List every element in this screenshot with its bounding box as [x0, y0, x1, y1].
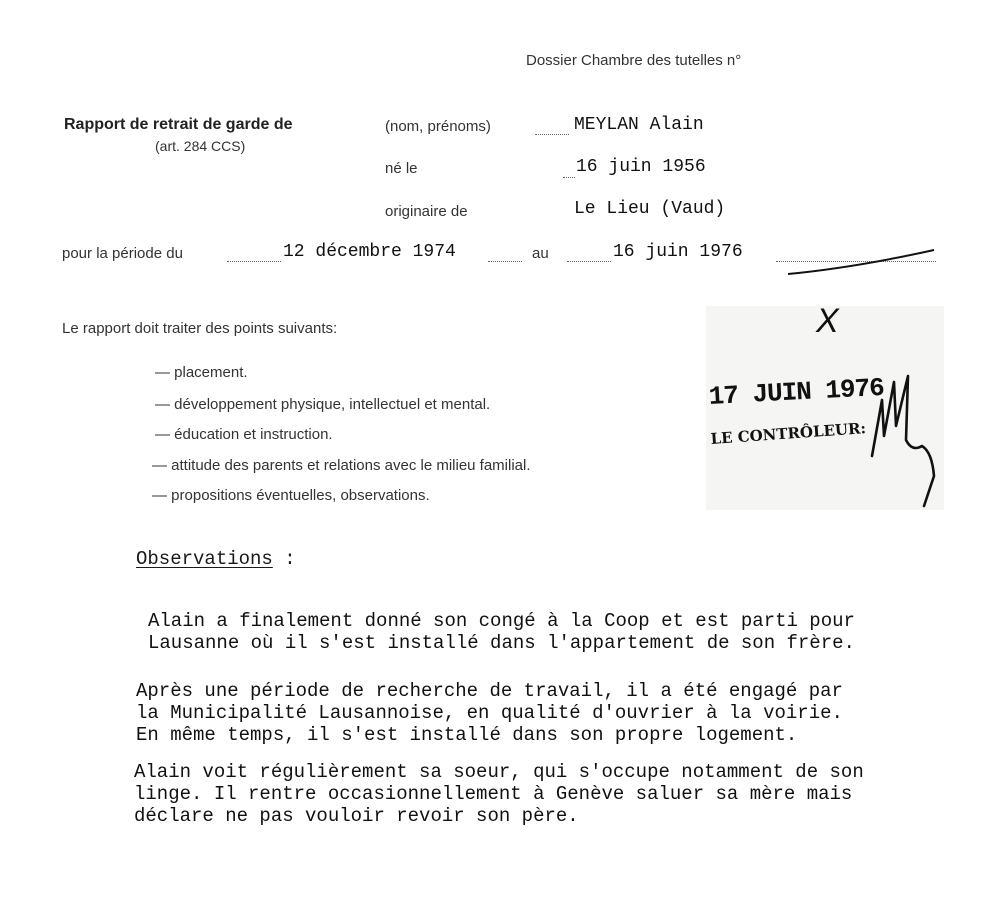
report-article: (art. 284 CCS)	[155, 138, 246, 154]
period-label: pour la période du	[62, 245, 183, 262]
period-to-dotted-left	[567, 261, 611, 262]
pen-stroke-line	[780, 244, 940, 284]
origin-value: Le Lieu (Vaud)	[574, 199, 726, 219]
point-item: — propositions éventuelles, observations.	[152, 487, 430, 504]
stamp-controller: LE CONTRÔLEUR:	[710, 419, 867, 448]
observations-heading	[136, 548, 296, 570]
name-value: MEYLAN Alain	[574, 115, 704, 135]
stamp-box	[706, 302, 944, 510]
period-to-value: 16 juin 1976	[613, 242, 743, 262]
point-item: — attitude des parents et relations avec le milieu familial.	[152, 457, 531, 474]
dossier-label: Dossier Chambre des tutelles n°	[526, 52, 742, 69]
birth-label: né le	[385, 160, 418, 177]
points-intro: Le rapport doit traiter des points suivants:	[62, 320, 338, 337]
point-item: — développement physique, intellectuel et mental.	[155, 396, 491, 413]
observations-heading-text: Observations	[136, 548, 273, 570]
birth-value: 16 juin 1956	[576, 157, 706, 177]
point-item: — placement.	[155, 364, 248, 381]
observations-heading-colon: :	[272, 548, 296, 570]
period-from-value: 12 décembre 1974	[283, 242, 456, 262]
birth-dotted-line	[563, 177, 575, 178]
stamp-mark: X	[816, 302, 839, 340]
name-dotted-line	[535, 134, 569, 135]
point-item: — éducation et instruction.	[155, 426, 333, 443]
period-to-label: au	[532, 245, 549, 262]
name-label: (nom, prénoms)	[385, 118, 491, 135]
signature	[866, 356, 944, 510]
stamp-date: 17 JUIN 1976	[708, 372, 885, 412]
origin-label: originaire de	[385, 203, 468, 220]
observation-paragraph: Alain a finalement donné son congé à la Coop et est parti pour Lausanne où il s'est installé dans l'appartement de son frère.	[148, 610, 855, 654]
observation-paragraph: Après une période de recherche de travail, il a été engagé par la Municipalité Lausannoise, en qualité d'ouvrier à la voirie. En même temps, il s'est installé dans son propre logement.	[136, 680, 843, 746]
period-from-dotted-left	[227, 261, 281, 262]
report-title: Rapport de retrait de garde de	[64, 116, 293, 133]
observation-paragraph: Alain voit régulièrement sa soeur, qui s'occupe notamment de son linge. Il rentre occasionnellement à Genève saluer sa mère mais déclare ne pas vouloir revoir son père.	[134, 761, 864, 827]
period-from-dotted-right	[488, 261, 522, 262]
